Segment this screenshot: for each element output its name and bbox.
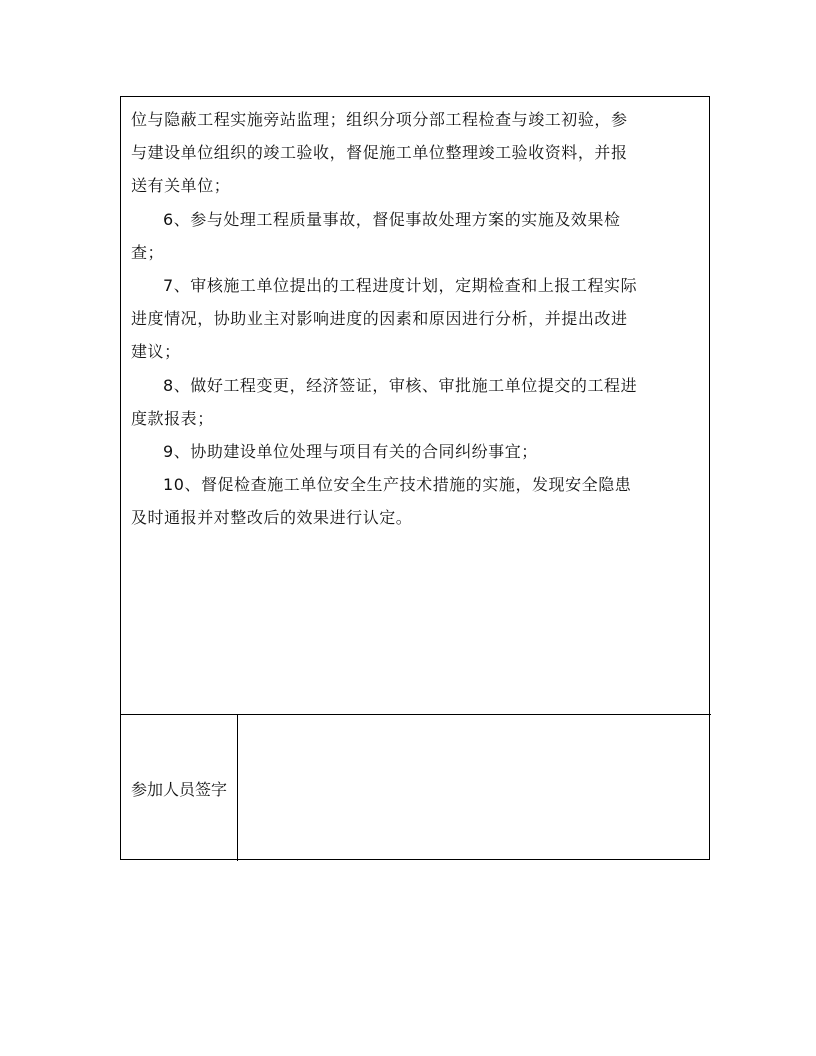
- form-table: [120, 96, 710, 860]
- content-line: 度款报表；: [131, 408, 214, 428]
- content-line: 查；: [131, 242, 165, 262]
- signature-label-cell: [121, 715, 238, 861]
- content-line: 7、审核施工单位提出的工程进度计划，定期检查和上报工程实际: [163, 275, 638, 295]
- content-line: 位与隐蔽工程实施旁站监理；组织分项分部工程检查与竣工初验，参: [131, 110, 628, 129]
- content-line: 进度情况，协助业主对影响进度的因素和原因进行分析，并提出改进: [131, 309, 628, 329]
- content-line: 与建设单位组织的竣工验收，督促施工单位整理竣工验收资料，并报: [131, 143, 628, 163]
- signature-label: 参加人员签字: [130, 779, 227, 799]
- content-line: 6、参与处理工程质量事故，督促事故处理方案的实施及效果检: [163, 209, 621, 229]
- content-line: 送有关单位；: [131, 176, 231, 196]
- signature-field[interactable]: [238, 715, 711, 861]
- content-line: 10、督促检查施工单位安全生产技术措施的实施，发现安全隐患: [163, 475, 632, 495]
- content-line: 8、做好工程变更，经济签证，审核、审批施工单位提交的工程进: [163, 375, 638, 395]
- content-line: 建议；: [131, 342, 181, 362]
- content-line: 及时通报并对整改后的效果进行认定。: [131, 508, 413, 528]
- content-line: 9、协助建设单位处理与项目有关的合同纠纷事宜；: [163, 441, 538, 461]
- content-cell: [121, 97, 711, 715]
